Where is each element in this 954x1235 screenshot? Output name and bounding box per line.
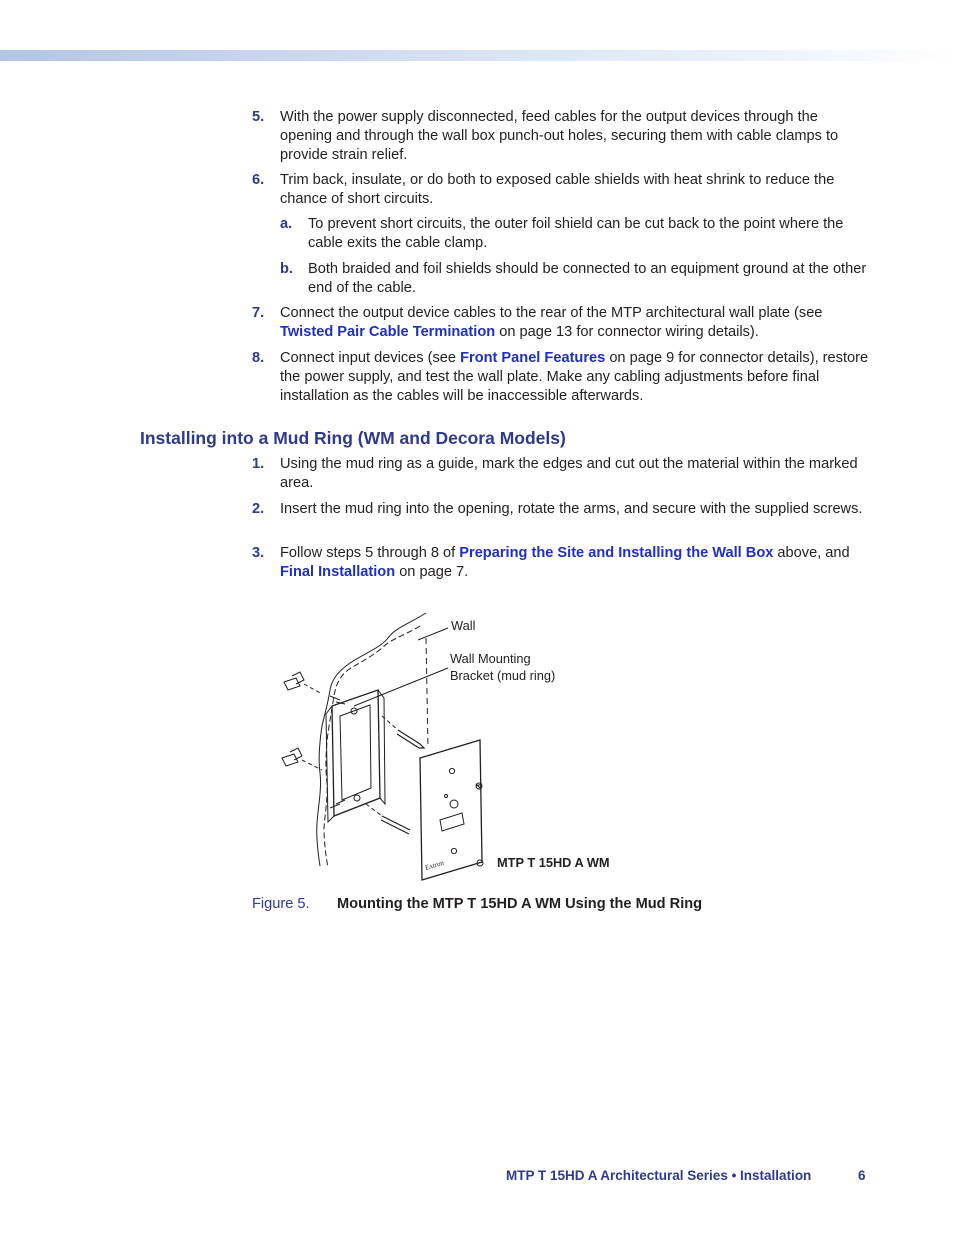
figure-caption (252, 895, 703, 914)
step-number: 7. (252, 305, 265, 321)
footer-doc-title: MTP T 15HD A Architectural Series • Installation (506, 1168, 812, 1183)
substep-b (280, 260, 872, 298)
substep-letter: b. (280, 261, 293, 277)
step-text-part: on page 9 for connector details), restore the power supply, and test the wall plate. Make any cabling adjustments before final installation as the cables will be inaccessible afterwards. (280, 350, 869, 404)
clip-bottom (282, 748, 302, 766)
step-text: Using the mud ring as a guide, mark the edges and cut out the material within the marked area. (280, 456, 858, 491)
step-number: 8. (252, 350, 265, 366)
step-6 (252, 171, 872, 209)
substep-text: Both braided and foil shields should be connected to an equipment ground at the other end of the cable. (308, 261, 867, 296)
step-text: Trim back, insulate, or do both to exposed cable shields with heat shrink to reduce the chance of short circuits. (280, 172, 835, 207)
substep-text: To prevent short circuits, the outer foil shield can be cut back to the point where the cable exits the cable clamp. (308, 216, 844, 251)
mud-step-2 (252, 500, 872, 519)
step-5 (252, 108, 872, 165)
label-bracket-line-2: Bracket (mud ring) (450, 668, 556, 683)
substep-letter: a. (280, 216, 293, 232)
screw-top (397, 730, 424, 748)
link-twisted-pair-cable-termination[interactable]: Twisted Pair Cable Termination (280, 324, 496, 340)
step-number: 6. (252, 172, 265, 188)
step-number: 3. (252, 545, 265, 561)
link-front-panel-features[interactable]: Front Panel Features (460, 350, 606, 366)
step-text-part: Connect the output device cables to the rear of the MTP architectural wall plate (see (280, 305, 823, 321)
label-wall: Wall (451, 618, 476, 633)
wall-plate (420, 740, 482, 880)
step-8 (252, 349, 872, 406)
step-text-part: Connect input devices (see (280, 350, 461, 366)
mud-step-3 (252, 544, 872, 582)
wall-leader-line (418, 628, 448, 640)
section-heading: Installing into a Mud Ring (WM and Decora Models) (140, 428, 566, 448)
step-text: Insert the mud ring into the opening, rotate the arms, and secure with the supplied screws. (280, 501, 863, 517)
link-final-installation[interactable]: Final Installation (280, 564, 396, 580)
label-bracket-line-1: Wall Mounting (450, 651, 531, 666)
vga-connector (440, 813, 464, 831)
step-text-part: on page 13 for connector wiring details). (495, 324, 759, 340)
clip-top (284, 672, 304, 690)
step-text (280, 349, 872, 406)
substep-a (280, 215, 872, 253)
step-7 (252, 304, 872, 342)
step-text-part: Follow steps 5 through 8 of (280, 545, 460, 561)
mud-ring-opening (340, 705, 371, 800)
link-preparing-the-site[interactable]: Preparing the Site and Installing the Wall Box (459, 545, 774, 561)
step-text-part: on page 7. (395, 564, 469, 580)
header-band (0, 50, 954, 61)
step-number: 2. (252, 501, 265, 517)
step-text (280, 544, 872, 582)
plate-brand-text: Extron (424, 858, 445, 872)
step-text: With the power supply disconnected, feed cables for the output devices through the opening and through the wall box punch-out holes, securing them with cable clamps to provide strain relief. (280, 109, 839, 163)
step-number: 1. (252, 456, 265, 472)
bracket-leader-line (354, 668, 448, 706)
figure-title: Mounting the MTP T 15HD A WM Using the Mud Ring (337, 896, 703, 912)
alignment-line (426, 638, 428, 748)
figure-illustration (270, 608, 650, 888)
step-number: 5. (252, 109, 265, 125)
screw-bottom (381, 816, 410, 834)
figure-number: Figure 5. (252, 896, 310, 912)
footer-page-number: 6 (858, 1168, 866, 1183)
step-text (280, 304, 872, 342)
label-plate-model: MTP T 15HD A WM (497, 855, 610, 870)
mud-step-1 (252, 455, 872, 493)
step-text-part: above, and (773, 545, 850, 561)
